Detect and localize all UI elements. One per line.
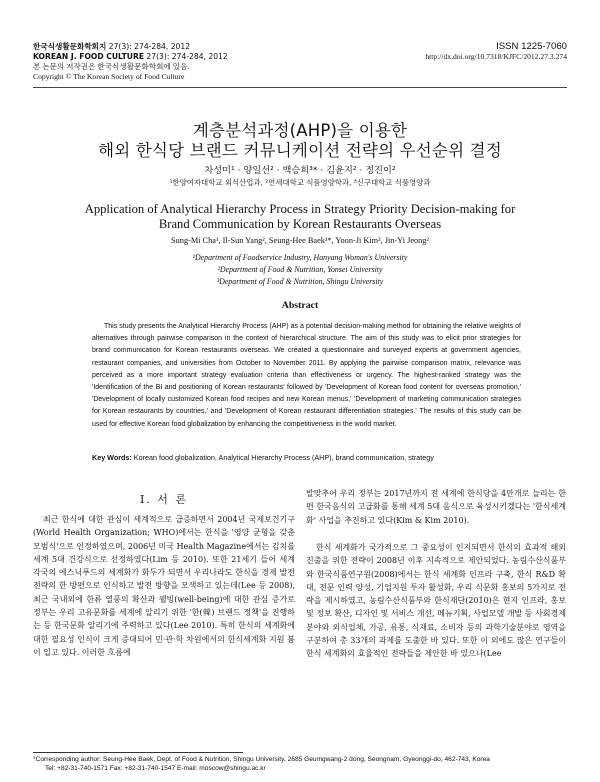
keywords-text: Korean food globalization, Analytical Hierarchy Process (AHP), brand communication, strategy [131,453,434,462]
authors-en: Sung-Mi Cha¹, Il-Sun Yang², Seung-Hee Baek³*, Yoon-Ji Kim², Jin-Yi Jeong² [171,236,429,245]
journal-ref-ko: 27(3): 274-284, 2012 [106,42,191,51]
body-right-paragraph-2: 한식 세계화가 국가적으로 그 중요성이 인지되면서 한식의 효과적 해외 진출을 위한 전략이 2008년 이후 지속적으로 제안되었다. 농림수산식품부와 한국식품연구원(2008)에서는 한식 세계화 인프라 구축, 한식 R&D 확대, 전문 인력 양성, 기업지원 투자 활성화, 우리 식문화 홍보의 5가지로 전략을 제시하였고, 농림수산식품부와 한식재단(2010)은 현지 인프라, 홍보 및 정보 확산, 디자인 및 서비스 개선, 메뉴기획, 사업모델 개발 등 사회경제분야와 외식업체, 가공, 유통, 식재료, 소비자 등의 과학기술분야로 영역을 구분하여 총 33개의 과제를 도출한 바 있다. 또한 이 외에도 많은 연구들이 한식 세계화의 효율적인 전략들을 제안한 바 있으나(Lee [306,543,566,659]
body-left-column: 최근 한식에 대한 관심이 세계적으로 급증하면서 2004년 국제보건기구(World Health Organization; WHO)에서는 한식을 '영양 균형을 갖춘 모범식'으로 인정하였으며, 2006년 미국 Health Magazine에서는 김치를 세계 5대 건강식으로 선정하였다(Lim 등 2010). 또한 21세기 들어 세계 각국의 에스닉푸드의 세계화가 화두가 되면서 우리나라도 한식을 경제 발전 전략의 한 방편으로 인식하고 발전 방향을 모색하고 있는데(Lee 등 2008), 최근 국내외에 한류 열풍의 확산과 웰빙(well-being)에 대한 관심 증가로 정부는 우리 고유문화를 세계에 알리기 위한 '한(韓) 브랜드 정책'을 진행하는 등 한국문화 알리기에 주력하고 있다(Lee 2010). 특히 한식의 세계화에 대한 필요성 인식이 크게 증대되어 민·관·학 차원에서의 한식세계화 지원 붐이 일고 있다. 이러한 흐름에 [33,515,295,657]
footnote-divider [33,752,243,753]
doi-link[interactable]: http://dx.doi.org/10.7318/KJFC/2012.27.3.274 [425,52,567,61]
abstract-heading: Abstract [281,300,319,311]
title-en-line2: Brand Communication by Korean Restaurants Overseas [158,217,442,231]
copyright-ko: 본 논문의 저작권은 한국식생활문화학회에 있음. [33,62,190,71]
affiliation-en-2: ²Department of Food & Nutrition, Yonsei University [217,265,383,274]
journal-citation [33,42,228,82]
journal-ref-en: 27(3): 274-284, 2012 [144,52,228,61]
affiliation-en-3: ³Department of Food & Nutrition, Shingu University [216,277,384,286]
header-divider [33,87,567,88]
authors-ko: 차성미¹ · 양일선² · 백승희³* · 김윤지² · 정진이² [204,165,396,176]
title-en-line1: Application of Analytical Hierarchy Process in Strategy Priority Decision-making for [84,202,516,216]
affiliation-en-1: ¹Department of Foodservice Industry, Hanyang Woman's University [192,253,408,262]
affiliations-ko: ¹한양여자대학교 외식산업과, ²연세대학교 식품영양학과, ³신구대학교 식품영양과 [169,178,431,187]
footnote-contact: Tel: +82-31-740-1571 Fax: +82-31-740-1547 E-mail: moscow@shingu.ac.kr [45,765,266,772]
title-ko-line1: 계층분석과정(AHP)을 이용한 [192,121,408,140]
journal-name-en: KOREAN J. FOOD CULTURE [33,52,145,61]
footnote-corresponding-author: *Corresponding author: Seung-Hee Baek, Dept. of Food & Nutrition, Shingu University, 2685 Geumgwang-2 dong, Seongnam, Gyeonggi-do, 462-743, Korea [33,756,490,763]
issn-block [425,42,567,62]
keywords [92,453,522,462]
copyright-en: Copyright © The Korean Society of Food Culture [33,72,185,81]
section-heading-introduction: I. 서 론 [139,493,189,506]
title-ko-line2: 해외 한식당 브랜드 커뮤니케이션 전략의 우선순위 결정 [98,141,502,160]
abstract-text: This study presents the Analytical Hierarchy Process (AHP) as a potential decision-making method for obtaining the relative weights of alternatives through pairwise comparison in the context of hierarchical structure. The aim of this study was to elicit prior strategies for brand communication for Korean restaurants overseas. We created a questionnaire and surveyed experts at government agencies, restaurant companies, and universities from October to November 2011. By applying the pairwise comparison matrix, relevance was perceived as a more important strategy evaluation criteria than effectiveness or urgency. The highest-ranked strategy was the 'Identification of the BI and positioning of Korean restaurants' followed by 'Development of Korean food content for overseas promotion,' 'Development of locally customized Korean food recipes and new Korean menus,' 'Development of marketing communication strategies for Korean restaurants by countries,' and 'Development of Korean restaurant differentiation strategies.' The results of this study can be used for effective Korean food globalization by enhancing the competitiveness in the world market. [92,323,521,428]
body-right-paragraph-1: 발맞추어 우리 정부는 2017년까지 전 세계에 한식당을 4만개로 늘리는 한편 한국음식의 고급화를 통해 세계 5대 음식으로 육성시키겠다는 '한식세계화' 사업을 추진하고 있다(Kim & Kim 2010). [306,489,566,525]
issn: ISSN 1225-7060 [496,41,567,52]
keywords-label: Key Words: [92,453,132,462]
journal-name-ko: 한국식생활문화학회지 [33,42,107,51]
